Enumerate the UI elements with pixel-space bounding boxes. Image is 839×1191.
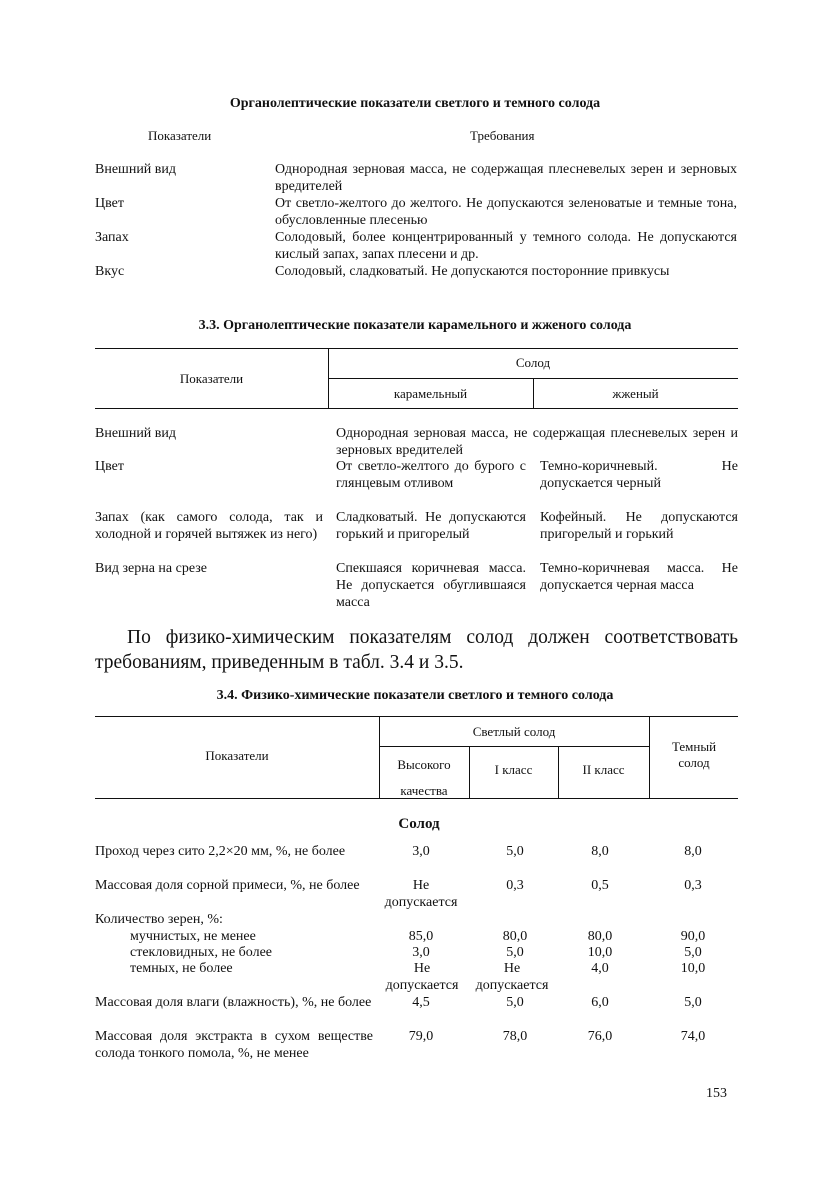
row-label: Запах xyxy=(95,230,129,245)
row-label: Цвет xyxy=(95,459,124,474)
cell-value: 3,0 xyxy=(412,945,430,960)
body-paragraph: По физико-химическим показателям солод должен соответствовать требованиям, приведенным в табл. 3.4 и 3.5. xyxy=(95,627,738,673)
cell-value: 85,0 xyxy=(408,929,434,944)
column-header: Показатели xyxy=(148,128,212,143)
row-label: Массовая доля сорной примеси, %, не более xyxy=(95,878,360,893)
cell-value: 0,3 xyxy=(506,878,524,893)
row-label: Запах (как самого солода, так и холодной и горячей вытяжек из него) xyxy=(95,510,323,542)
row-label: Количество зерен, %: xyxy=(95,912,223,927)
row-label: стекловидных, не более xyxy=(130,945,273,960)
row-value: От светло-желтого до бурого с глянцевым отливом xyxy=(336,459,526,491)
row-value: Сладковатый. Не допускаются горький и пригорелый xyxy=(336,510,526,542)
row-label: мучнистых, не менее xyxy=(130,929,256,944)
column-header: Требования xyxy=(470,128,535,143)
cell-value: 0,5 xyxy=(591,878,609,893)
cell-value: 10,0 xyxy=(587,945,613,960)
row-label: Вид зерна на срезе xyxy=(95,561,207,576)
cell-value: 5,0 xyxy=(506,995,524,1010)
row-value: Кофейный. Не допускаются пригорелый и горький xyxy=(540,510,738,542)
cell-value: 4,0 xyxy=(591,961,609,976)
row-value: Темно-коричневый. Не допускается черный xyxy=(540,459,738,491)
row-label: Массовая доля экстракта в сухом веществе солода тонкого помола, %, не менее xyxy=(95,1029,373,1061)
cell-value: 80,0 xyxy=(587,929,613,944)
cell-value: 10,0 xyxy=(680,961,706,976)
cell-value: 4,5 xyxy=(412,995,430,1010)
row-label: Проход через сито 2,2×20 мм, %, не более xyxy=(95,844,346,859)
table-rule xyxy=(379,746,649,747)
table-title: 3.3. Органолептические показатели карамельного и жженого солода xyxy=(198,318,632,333)
table-rule xyxy=(95,798,738,799)
row-value: Темно-коричневая масса. Не допускается черная масса xyxy=(540,561,738,593)
row-value: Однородная зерновая масса, не содержащая плесневелых зерен и зерновых вредителей xyxy=(336,426,738,458)
cell-value: 8,0 xyxy=(684,844,702,859)
cell-value: Не допускается xyxy=(385,961,459,993)
section-heading: Солод xyxy=(398,816,440,832)
column-header: Светлый солод xyxy=(472,724,556,739)
page-number: 153 xyxy=(706,1086,727,1101)
column-header: Солод xyxy=(515,355,551,370)
cell-value: 76,0 xyxy=(587,1029,613,1044)
table-rule xyxy=(95,348,738,349)
cell-value: Не допускается xyxy=(475,961,549,993)
cell-value: 80,0 xyxy=(502,929,528,944)
row-label: Внешний вид xyxy=(95,162,177,177)
cell-value: 0,3 xyxy=(684,878,702,893)
cell-value: 5,0 xyxy=(506,945,524,960)
row-value: Солодовый, более концентрированный у темного солода. Не допускаются кислый запах, запах плесени и др. xyxy=(275,230,737,262)
row-label: Внешний вид xyxy=(95,426,177,441)
column-header: жженый xyxy=(612,386,659,401)
table-rule xyxy=(95,408,738,409)
cell-value: Не допускается xyxy=(384,878,458,910)
row-value: От светло-желтого до желтого. Не допускаются зеленоватые и темные тона, обусловленные плесенью xyxy=(275,196,737,228)
cell-value: 78,0 xyxy=(502,1029,528,1044)
cell-value: 79,0 xyxy=(408,1029,434,1044)
cell-value: 5,0 xyxy=(684,995,702,1010)
row-value: Спекшаяся коричневая масса. Не допускается обуглившаяся масса xyxy=(336,561,526,610)
cell-value: 74,0 xyxy=(680,1029,706,1044)
row-value: Солодовый, сладковатый. Не допускаются посторонние привкусы xyxy=(275,264,670,279)
column-header: карамельный xyxy=(393,386,468,401)
cell-value: 8,0 xyxy=(591,844,609,859)
row-value: Однородная зерновая масса, не содержащая плесневелых зерен и зерновых вредителей xyxy=(275,162,737,194)
row-label: Массовая доля влаги (влажность), %, не более xyxy=(95,995,372,1010)
cell-value: 90,0 xyxy=(680,929,706,944)
column-header: Показатели xyxy=(205,748,269,763)
column-header: Высокого качества xyxy=(397,757,451,798)
column-divider xyxy=(649,716,650,798)
column-header: Показатели xyxy=(179,371,244,386)
cell-value: 5,0 xyxy=(506,844,524,859)
table-title: Органолептические показатели светлого и темного солода xyxy=(229,96,601,111)
column-header: I класс xyxy=(494,762,533,777)
column-header: Темный солод xyxy=(671,739,717,770)
cell-value: 6,0 xyxy=(591,995,609,1010)
cell-value: 5,0 xyxy=(684,945,702,960)
table-rule xyxy=(95,716,738,717)
cell-value: 3,0 xyxy=(412,844,430,859)
row-label: Цвет xyxy=(95,196,124,211)
column-header: II класс xyxy=(582,762,625,777)
row-label: темных, не более xyxy=(130,961,233,976)
row-label: Вкус xyxy=(95,264,125,279)
table-title: 3.4. Физико-химические показатели светлого и темного солода xyxy=(216,688,614,703)
